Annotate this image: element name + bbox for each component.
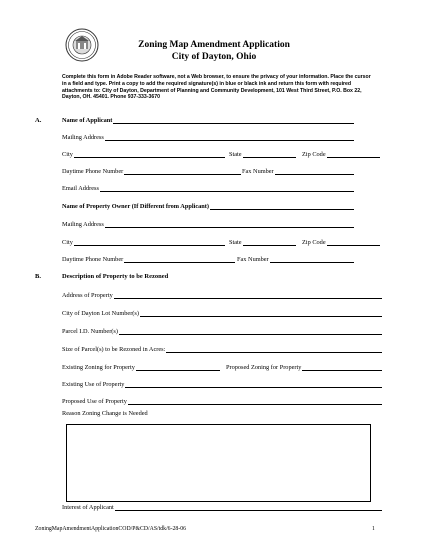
lot-numbers-field[interactable] (62, 309, 382, 317)
daytime-phone-field[interactable] (62, 167, 241, 175)
owner-name-label: Name of Property Owner (If Different from Applicant) (62, 203, 209, 210)
reason-label: Reason Zoning Change is Needed (62, 410, 148, 417)
instructions-text: Complete this form in Adobe Reader software, not a Web browser, to ensure the privacy of your information. Place the cursor in a field and type. Print a copy to add the required signature(s) in blue or black ink and return this form with required attachments to: City of Dayton, Department of Planning and Community Development, 101 West Third Street, P.O. Box 22, Dayton, OH. 45401. Phone 937-333-3670 (62, 74, 371, 101)
owner-state-field[interactable] (229, 238, 296, 246)
owner-zip-label: Zip Code (302, 239, 326, 246)
section-a-letter: A. (35, 117, 42, 124)
owner-zip-field[interactable] (302, 238, 380, 246)
existing-use-field[interactable] (62, 380, 382, 388)
section-b-letter: B. (35, 273, 41, 280)
section-b-heading: Description of Property to be Rezoned (62, 273, 169, 280)
existing-zoning-field[interactable] (62, 363, 220, 371)
owner-mailing-address-label: Mailing Address (62, 221, 104, 228)
email-label: Email Address (62, 185, 99, 192)
owner-name-field[interactable] (62, 202, 354, 210)
fax-field[interactable] (242, 167, 354, 175)
owner-fax-field[interactable] (237, 255, 354, 263)
property-address-field[interactable] (62, 291, 382, 299)
interest-field[interactable] (62, 503, 382, 511)
parcel-size-field[interactable] (62, 345, 382, 353)
fax-label: Fax Number (242, 168, 274, 175)
parcel-ids-field[interactable] (62, 327, 382, 335)
lot-numbers-label: City of Dayton Lot Number(s) (62, 310, 139, 317)
state-field[interactable] (229, 150, 296, 158)
owner-state-label: State (229, 239, 242, 246)
parcel-size-label: Size of Parcel(s) to be Rezoned in Acres: (62, 346, 166, 353)
owner-phone-label: Daytime Phone Number (62, 256, 124, 263)
parcel-ids-label: Parcel I.D. Number(s) (62, 328, 118, 335)
interest-label: Interest of Applicant (62, 504, 114, 511)
owner-fax-label: Fax Number (237, 256, 269, 263)
email-field[interactable] (62, 184, 354, 192)
owner-city-field[interactable] (62, 238, 225, 246)
owner-city-label: City (62, 239, 73, 246)
applicant-name-label: Name of Applicant (62, 117, 113, 124)
mailing-address-label: Mailing Address (62, 134, 104, 141)
form-title: Zoning Map Amendment Application (138, 40, 290, 50)
mailing-address-field[interactable] (62, 133, 354, 141)
zip-label: Zip Code (302, 151, 326, 158)
existing-zoning-label: Existing Zoning for Property (62, 364, 135, 371)
page-number: 1 (372, 526, 375, 532)
city-label: City (62, 151, 73, 158)
owner-phone-field[interactable] (62, 255, 235, 263)
city-field[interactable] (62, 150, 225, 158)
owner-mailing-address-field[interactable] (62, 220, 354, 228)
applicant-name-field[interactable] (62, 116, 354, 124)
form-subtitle: City of Dayton, Ohio (171, 52, 257, 62)
state-label: State (229, 151, 242, 158)
proposed-use-label: Proposed Use of Property (62, 398, 127, 405)
footer-code: ZoningMapAmendmentApplicationCOD/P&CD/AS/tdk/6-28-06 (35, 526, 187, 532)
zip-field[interactable] (302, 150, 380, 158)
proposed-use-field[interactable] (62, 397, 382, 405)
reason-textarea[interactable] (66, 424, 371, 502)
property-address-label: Address of Property (62, 292, 113, 299)
daytime-phone-label: Daytime Phone Number (62, 168, 124, 175)
proposed-zoning-label: Proposed Zoning for Property (226, 364, 302, 371)
proposed-zoning-field[interactable] (226, 363, 382, 371)
existing-use-label: Existing Use of Property (62, 381, 125, 388)
